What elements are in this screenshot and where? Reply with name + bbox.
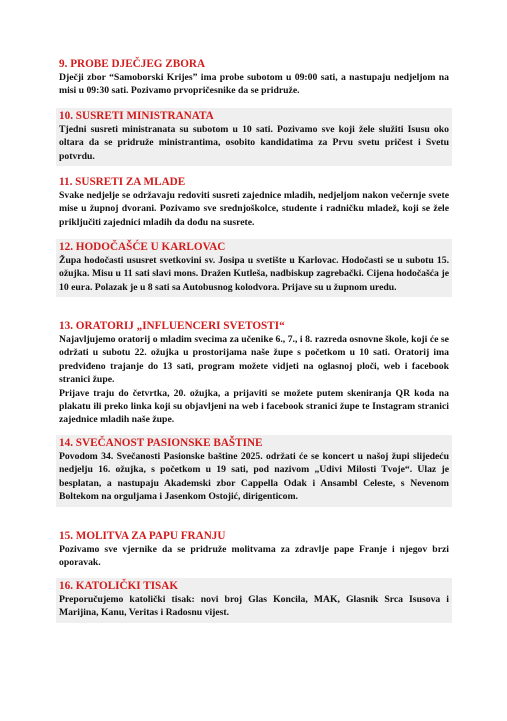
paragraph: Svake nedjelje se održavaju redoviti susreti zajednice mladih, nedjeljom nakon večernje svete mise u župnoj dvorani. Pozivamo sve srednjoškolce, studente i radničku mladež, koji se žele priključiti zajednici mladih da dođu na susrete.: [59, 190, 449, 228]
section-body: [59, 543, 449, 570]
section-oratorij: [56, 318, 452, 430]
section-probe-djecjeg-zbora: [56, 56, 452, 101]
section-title: 14. SVEČANOST PASIONSKE BAŠTINE: [59, 437, 263, 449]
section-title: 13. ORATORIJ „INFLUENCERI SVETOSTI“: [59, 320, 285, 332]
section-title: 10. SUSRETI MINISTRANATA: [59, 110, 214, 122]
paragraph: Povodom 34. Svečanosti Pasionske baštine 2025. održati će se koncert u našoj župi slijedeću nedjelju 16. ožujka, s početkom u 19 sati, pod nazivom „Udivi Milosti Tvoje“. Ulaz je besplatan, a nastupaju Akademski zbor Cappella Odak i Ansambl Celeste, s Nevenom Boltekom na orguljama i Jasenkom Ostojić, dirigenticom.: [59, 451, 449, 503]
section-title: 9. PROBE DJEČJEG ZBORA: [59, 58, 206, 70]
section-body: [59, 254, 449, 294]
section-title: 16. KATOLIČKI TISAK: [59, 580, 179, 592]
section-body: [59, 71, 449, 98]
paragraph: Prijave traju do četvrtka, 20. ožujka, a prijaviti se možete putem skeniranja QR koda na plakatu ili preko linka koji su objavljeni na web i facebook stranici župe te Instagram stranici zajednice mladih naše župe.: [59, 387, 449, 426]
section-susreti-za-mlade: [56, 174, 452, 232]
paragraph: Pozivamo sve vjernike da se pridruže molitvama za zdravlje pape Franje i njegov brzi oporavak.: [59, 544, 449, 569]
section-susreti-ministranata: [56, 108, 452, 166]
section-body: [59, 189, 449, 229]
section-svecanost-pasionske-bastine: [56, 435, 452, 507]
paragraph: Tjedni susreti ministranata su subotom u 10 sati. Pozivamo sve koji žele služiti Isusu oko oltara da se pridruže ministrantima, osobito kandidatima za Prvu svetu pričest i Svetu potvrdu.: [59, 124, 449, 162]
section-title: 12. HODOČAŠĆE U KARLOVAC: [59, 241, 226, 253]
section-molitva-za-papu: [56, 528, 452, 573]
paragraph: Župa hodočasti ususret svetkovini sv. Josipa u svetište u Karlovac. Hodočasti se u subotu 15. ožujka. Misu u 11 sati slavi mons. Dražen Kutleša, nadbiskup zagrebački. Cijena hodočašća je 10 eura. Polazak je u 8 sati sa Autobusnog kolodvora. Prijave su u župnom uredu.: [59, 255, 449, 293]
section-title: 11. SUSRETI ZA MLADE: [59, 176, 186, 188]
section-katolicki-tisak: [56, 578, 452, 623]
paragraph: Najavljujemo oratorij o mladim svecima za učenike 6., 7., i 8. razreda osnovne škole, koji će se održati u subotu 22. ožujka u prostorijama naše župe s početkom u 10 sati. Oratorij ima predviđeno trajanje do 13 sati, program možete vidjeti na oglasnoj ploči, web i facebook stranici župe.: [59, 334, 449, 386]
paragraph: Dječji zbor “Samoborski Krijes” ima probe subotom u 09:00 sati, a nastupaju nedjeljom na misi u 09:30 sati. Pozivamo prvopričesnike da se pridruže.: [59, 72, 449, 97]
section-body: [59, 450, 449, 504]
section-hodocasce-u-karlovac: [56, 239, 452, 297]
section-body: [59, 593, 449, 620]
section-title: 15. MOLITVA ZA PAPU FRANJU: [59, 530, 226, 542]
section-body: [59, 333, 449, 427]
paragraph: Preporučujemo katolički tisak: novi broj Glas Koncila, MAK, Glasnik Srca Isusova i Marijina, Kanu, Veritas i Radosnu vijest.: [59, 594, 449, 619]
section-body: [59, 123, 449, 163]
